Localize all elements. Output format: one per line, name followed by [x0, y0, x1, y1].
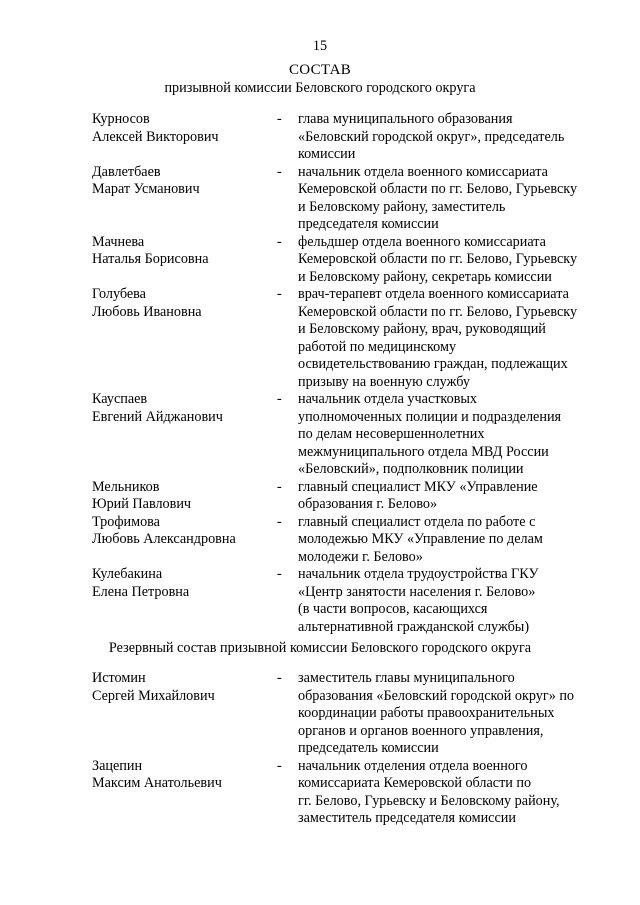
member-role-line: Кемеровской области по гг. Белово, Гурьевску: [298, 181, 578, 197]
member-name: [92, 514, 277, 549]
member-given-names: Алексей Викторович: [92, 128, 219, 145]
member-role-line: уполномоченных полиции и подразделения: [298, 408, 562, 425]
member-role-line: (в части вопросов, касающихся: [298, 601, 488, 617]
member-given-names: Максим Анатольевич: [92, 775, 222, 791]
document-subtitle: призывной комиссии Беловского городского округа: [164, 80, 476, 96]
member-role-line: заместитель главы муниципального: [298, 670, 515, 686]
member-role-line: начальник отдела участковых: [298, 391, 478, 407]
member-name: [92, 111, 277, 146]
member-role-line: и Беловскому району, секретарь комиссии: [298, 268, 552, 285]
member-role-line: межмуниципального отдела МВД России: [298, 443, 549, 460]
member-role: [298, 479, 608, 514]
member-role-line: гг. Белово, Гурьевску и Беловскому району,: [298, 792, 560, 809]
member-entry: [0, 670, 640, 758]
member-role: [298, 164, 608, 234]
member-dash: -: [277, 757, 282, 774]
member-entry: [0, 566, 640, 636]
member-entry: [0, 391, 640, 479]
member-given-names: Сергей Михайлович: [92, 687, 215, 704]
member-dash: -: [277, 566, 282, 582]
member-role-line: комиссии: [298, 146, 356, 162]
member-name: [92, 566, 277, 601]
member-surname: Голубева: [92, 286, 146, 302]
member-surname: Курносов: [92, 111, 150, 127]
member-role-line: молодежью МКУ «Управление по делам: [298, 531, 543, 547]
member-dash: -: [277, 513, 282, 530]
member-role-line: альтернативной гражданской службы): [298, 618, 530, 635]
member-entry: [0, 286, 640, 391]
member-role-line: молодежи г. Белово»: [298, 548, 423, 565]
member-surname: Мачнева: [92, 233, 145, 250]
member-surname: Кауспаев: [92, 391, 148, 407]
member-given-names: Елена Петровна: [92, 583, 190, 600]
member-surname: Мельников: [92, 478, 160, 495]
member-entry: [0, 479, 640, 514]
member-dash: -: [277, 670, 282, 686]
member-surname: Зацепин: [92, 757, 143, 774]
member-role-line: главный специалист отдела по работе с: [298, 513, 536, 530]
member-role-line: призыву на военную службу: [298, 373, 470, 390]
member-surname: Трофимова: [92, 513, 160, 530]
member-role-line: начальник отдела военного комиссариата: [298, 163, 548, 180]
member-name: [92, 479, 277, 514]
member-given-names: Любовь Ивановна: [92, 303, 202, 320]
reserve-heading: Резервный состав призывной комиссии Беловского городского округа: [108, 640, 532, 656]
member-dash: -: [277, 111, 282, 127]
member-role-line: «Беловский», подполковник полиции: [298, 461, 524, 477]
member-entry: [0, 758, 640, 828]
member-role-line: председатель комиссии: [298, 740, 439, 756]
member-name: [92, 164, 277, 199]
member-given-names: Любовь Александровна: [92, 531, 236, 547]
member-role: [298, 286, 608, 391]
member-name: [92, 234, 277, 269]
member-name: [92, 286, 277, 321]
member-role-line: комиссариата Кемеровской области по: [298, 775, 532, 791]
member-role-line: председателя комиссии: [298, 216, 439, 232]
member-given-names: Марат Усманович: [92, 181, 200, 197]
member-entry: [0, 111, 640, 164]
member-name: [92, 670, 277, 705]
member-role-line: и Беловскому району, врач, руководящий: [298, 321, 546, 337]
member-role-line: заместитель председателя комиссии: [298, 810, 516, 826]
member-role: [298, 566, 608, 636]
member-surname: Давлетбаев: [92, 163, 161, 180]
member-role-line: органов и органов военного управления,: [298, 722, 544, 739]
member-role: [298, 670, 608, 758]
member-name: [92, 758, 277, 793]
member-dash: -: [277, 163, 282, 180]
member-role-line: Кемеровской области по гг. Белово, Гурьевску: [298, 303, 578, 320]
member-role-line: главный специалист МКУ «Управление: [298, 478, 538, 495]
member-role-line: «Центр занятости населения г. Белово»: [298, 583, 536, 600]
member-dash: -: [277, 286, 282, 302]
page-number: 15: [312, 38, 328, 54]
member-entry: [0, 234, 640, 287]
member-dash: -: [277, 478, 282, 495]
member-surname: Кулебакина: [92, 566, 163, 582]
member-role-line: фельдшер отдела военного комиссариата: [298, 233, 546, 250]
document-title: СОСТАВ: [288, 62, 352, 78]
member-dash: -: [277, 233, 282, 250]
member-role-line: начальник отделения отдела военного: [298, 757, 528, 774]
member-entry: [0, 514, 640, 567]
member-role-line: образования «Беловский городской округ» по: [298, 687, 575, 704]
member-given-names: Евгений Айджанович: [92, 408, 223, 425]
reserve-members-list: [0, 670, 640, 828]
member-role: [298, 391, 608, 479]
member-role: [298, 234, 608, 287]
member-role-line: освидетельствованию граждан, подлежащих: [298, 356, 568, 372]
member-given-names: Юрий Павлович: [92, 496, 192, 512]
main-members-list: [0, 111, 640, 636]
member-role-line: образования г. Белово»: [298, 496, 438, 512]
member-role-line: работой по медицинскому: [298, 338, 457, 355]
member-role-line: начальник отдела трудоустройства ГКУ: [298, 566, 539, 582]
member-entry: [0, 164, 640, 234]
member-role: [298, 758, 608, 828]
member-role: [298, 111, 608, 164]
member-role-line: координации работы правоохранительных: [298, 705, 555, 721]
member-role-line: «Беловский городской округ», председатель: [298, 128, 565, 145]
member-surname: Истомин: [92, 670, 146, 686]
member-role: [298, 514, 608, 567]
member-role-line: глава муниципального образования: [298, 111, 513, 127]
member-role-line: по делам несовершеннолетних: [298, 426, 485, 442]
member-dash: -: [277, 391, 282, 407]
member-role-line: Кемеровской области по гг. Белово, Гурьевску: [298, 251, 578, 267]
member-role-line: врач-терапевт отдела военного комиссариата: [298, 286, 569, 302]
member-given-names: Наталья Борисовна: [92, 251, 209, 267]
member-name: [92, 391, 277, 426]
member-role-line: и Беловскому району, заместитель: [298, 198, 506, 215]
